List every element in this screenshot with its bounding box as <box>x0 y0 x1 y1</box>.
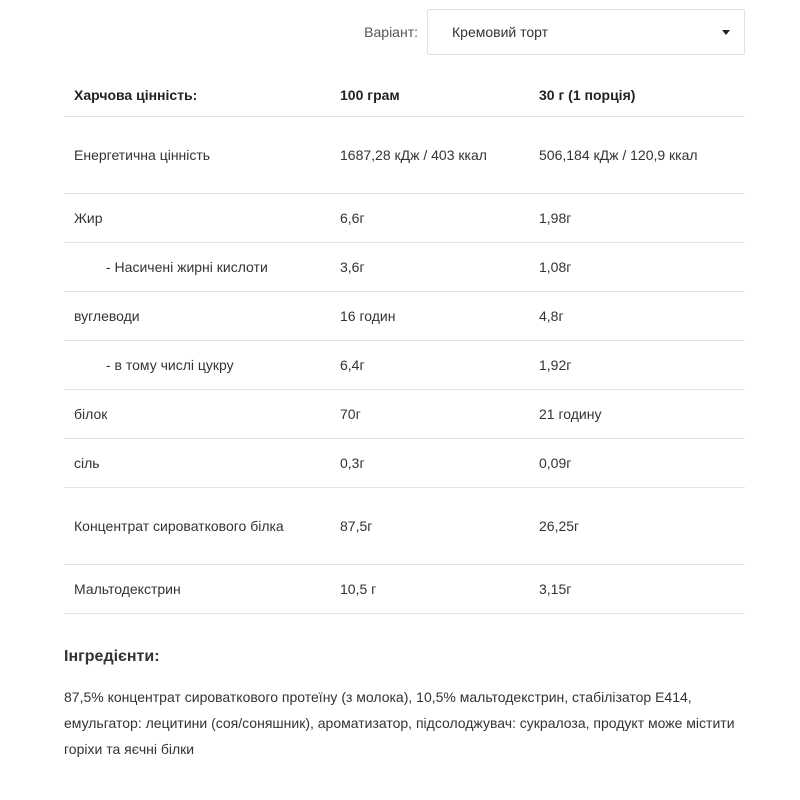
caret-down-icon <box>722 30 730 35</box>
value-per-100g: 87,5г <box>330 488 529 565</box>
value-per-serving: 1,92г <box>529 341 745 390</box>
nutrient-name: - в тому числі цукру <box>64 341 330 390</box>
value-per-serving: 4,8г <box>529 292 745 341</box>
value-per-100g: 6,6г <box>330 194 529 243</box>
ingredients-title: Інгредієнти: <box>64 648 160 665</box>
ingredients-section <box>64 648 754 762</box>
value-per-serving: 3,15г <box>529 565 745 614</box>
table-row <box>64 194 745 243</box>
nutrient-name: сіль <box>64 439 330 488</box>
value-per-serving: 1,08г <box>529 243 745 292</box>
value-per-serving: 0,09г <box>529 439 745 488</box>
header-per-100g: 100 грам <box>330 74 529 117</box>
value-per-100g: 70г <box>330 390 529 439</box>
variant-select[interactable] <box>427 9 745 55</box>
value-per-serving: 26,25г <box>529 488 745 565</box>
header-per-serving: 30 г (1 порція) <box>529 74 745 117</box>
value-per-100g: 10,5 г <box>330 565 529 614</box>
value-per-serving: 506,184 кДж / 120,9 ккал <box>529 117 745 194</box>
ingredients-text: 87,5% концентрат сироваткового протеїну (з молока), 10,5% мальтодекстрин, стабілізатор E414, емульгатор: лецитини (соя/соняшник), ароматизатор, підсолоджувач: сукралоза, продукт може містити горіхи та яєчні білки <box>64 689 735 757</box>
table-row <box>64 565 745 614</box>
value-per-serving: 1,98г <box>529 194 745 243</box>
table-header-row <box>64 74 745 117</box>
value-per-100g: 6,4г <box>330 341 529 390</box>
table-row <box>64 390 745 439</box>
nutrient-name: Мальтодекстрин <box>64 565 330 614</box>
table-row <box>64 117 745 194</box>
nutrient-name: Енергетична цінність <box>64 117 330 194</box>
nutrient-name: - Насичені жирні кислоти <box>64 243 330 292</box>
table-row <box>64 488 745 565</box>
variant-label: Варіант: <box>364 24 418 40</box>
table-row <box>64 439 745 488</box>
header-nutrient: Харчова цінність: <box>64 74 330 117</box>
value-per-100g: 16 годин <box>330 292 529 341</box>
value-per-100g: 0,3г <box>330 439 529 488</box>
nutrient-name: білок <box>64 390 330 439</box>
nutrient-name: Жир <box>64 194 330 243</box>
variant-row <box>64 8 745 56</box>
table-row <box>64 243 745 292</box>
value-per-100g: 3,6г <box>330 243 529 292</box>
value-per-100g: 1687,28 кДж / 403 ккал <box>330 117 529 194</box>
nutrition-table <box>64 74 745 614</box>
table-row <box>64 341 745 390</box>
table-row <box>64 292 745 341</box>
nutrient-name: вуглеводи <box>64 292 330 341</box>
variant-selected-value: Кремовий торт <box>452 24 549 40</box>
nutrient-name: Концентрат сироваткового білка <box>64 488 330 565</box>
value-per-serving: 21 годину <box>529 390 745 439</box>
